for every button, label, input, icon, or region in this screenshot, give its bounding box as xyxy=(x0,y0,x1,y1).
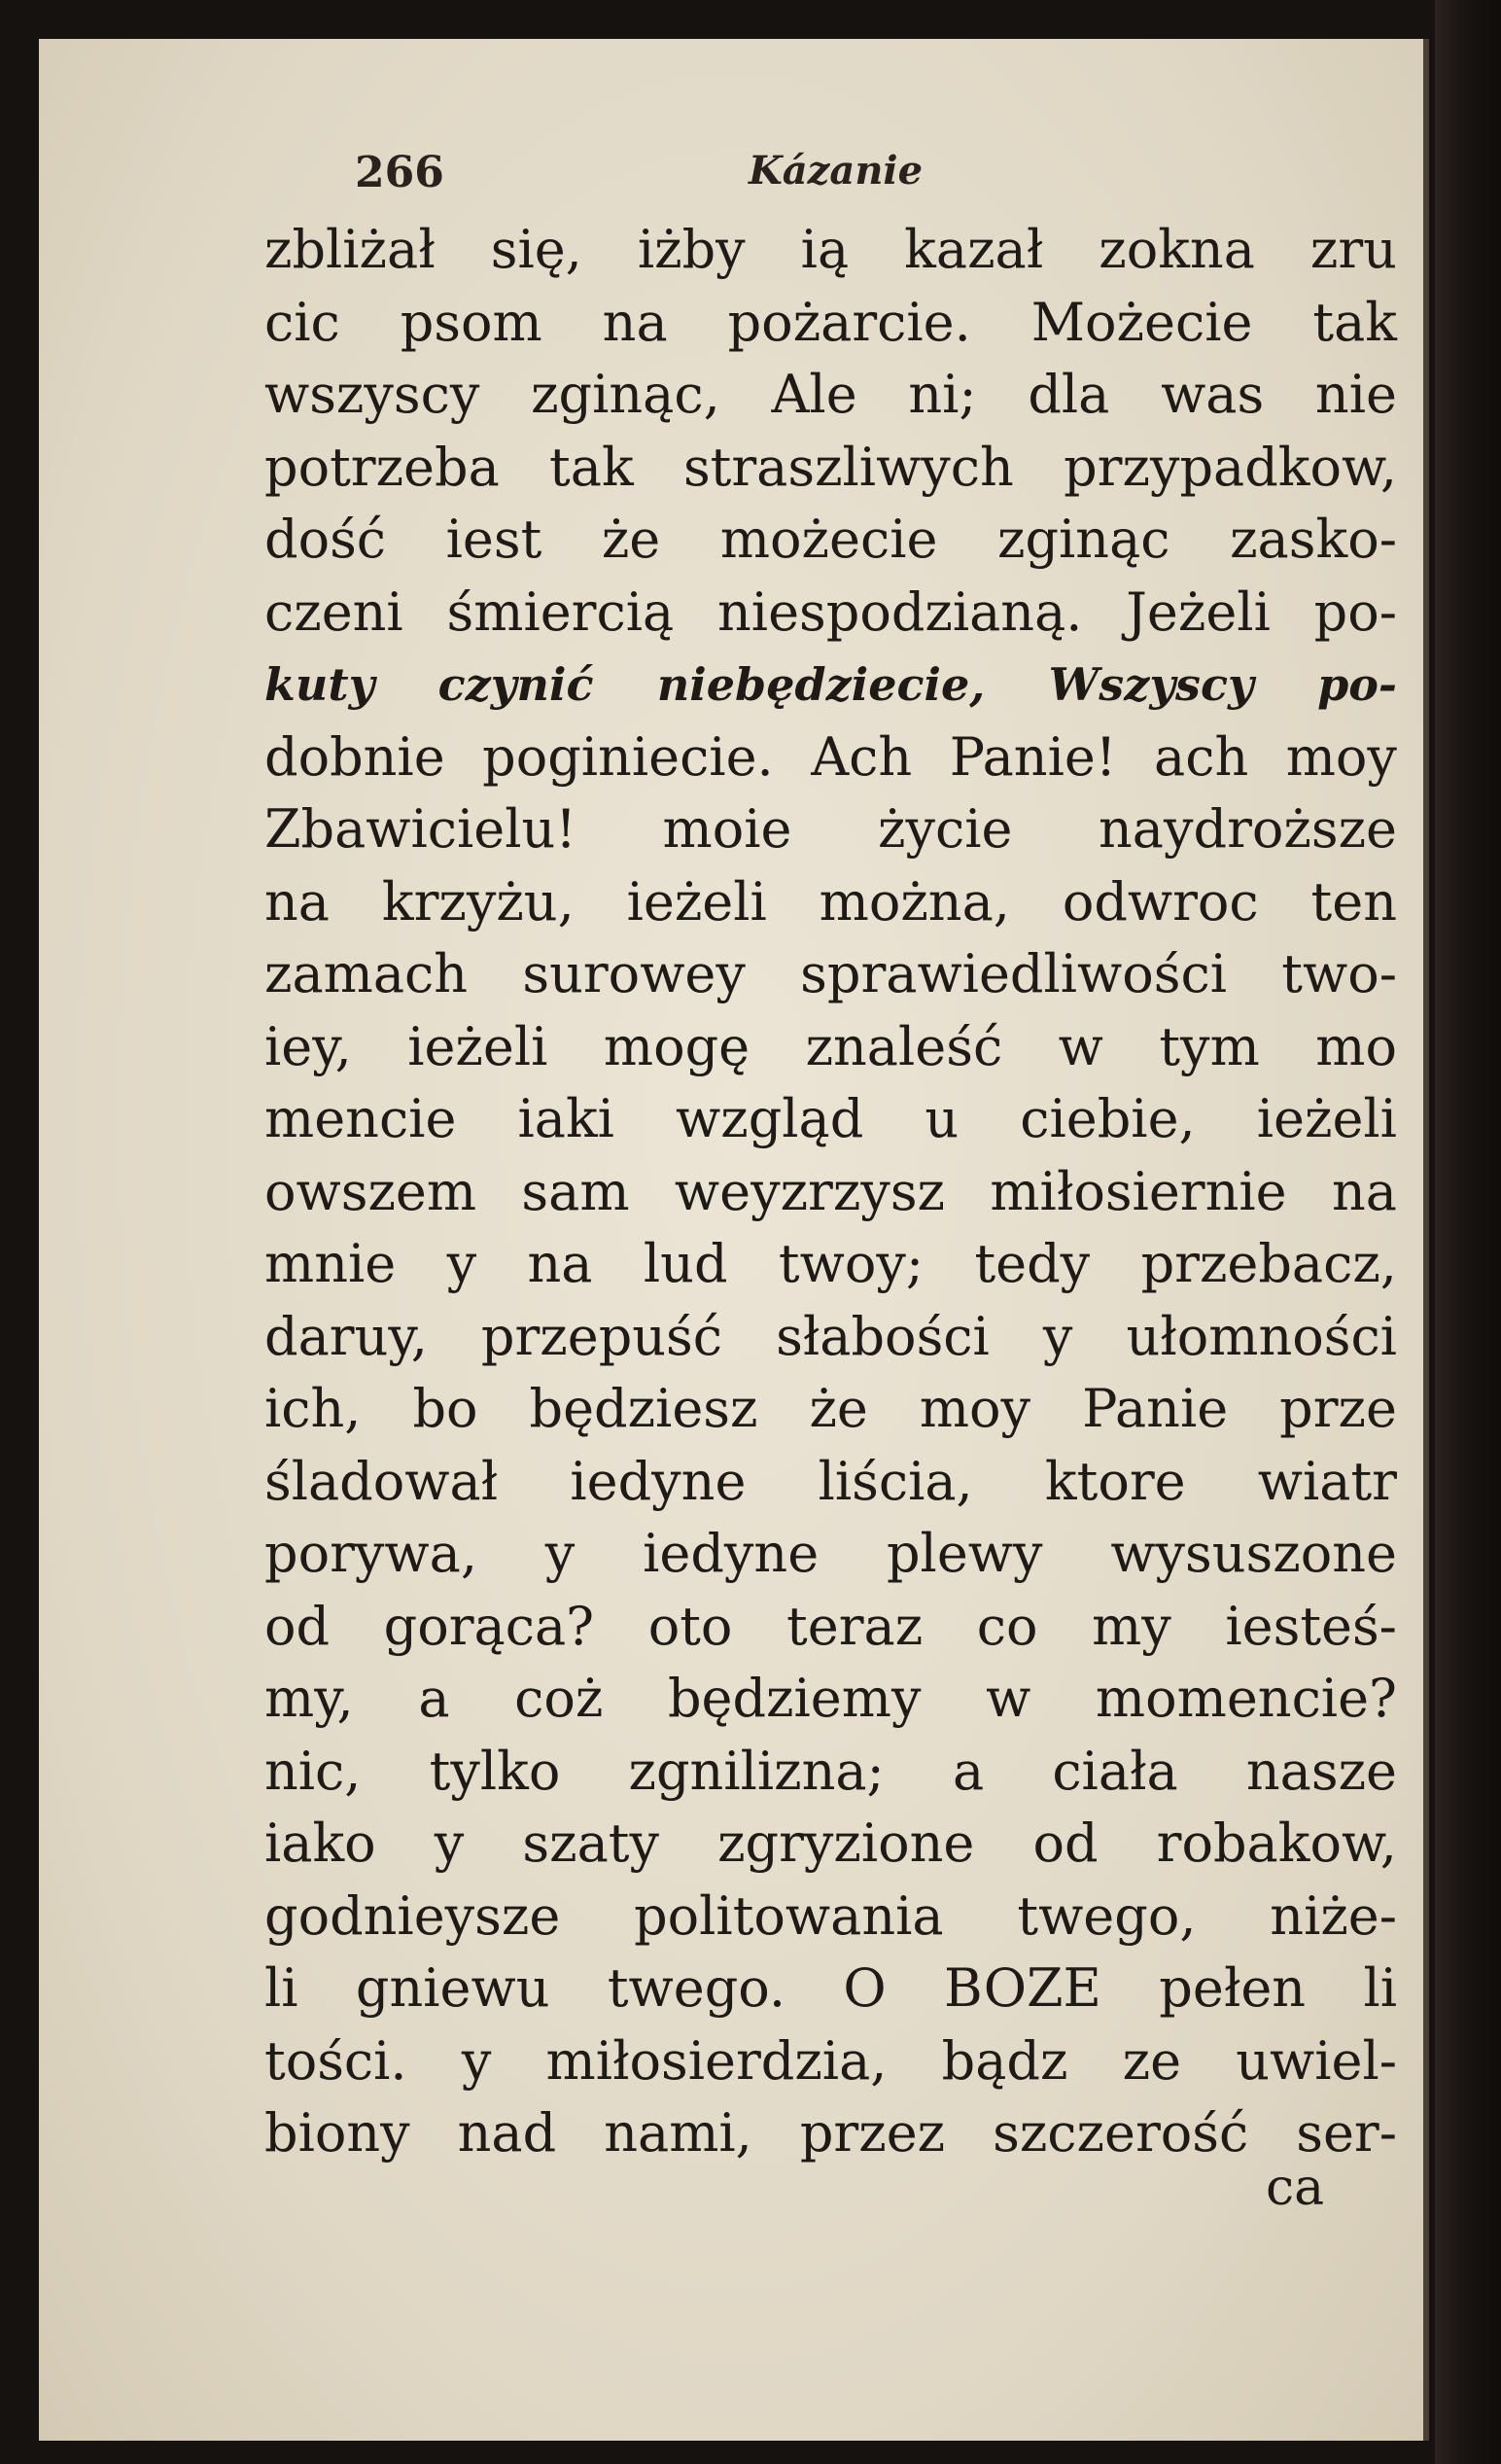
text-line xyxy=(264,1446,1397,1519)
word: przepuść xyxy=(480,1305,723,1367)
word: y xyxy=(1042,1305,1073,1367)
word: two- xyxy=(1281,943,1397,1004)
word: li xyxy=(1363,1957,1397,2019)
word: Jeżeli xyxy=(1126,581,1271,643)
word: bo xyxy=(412,1378,478,1439)
word: słabości xyxy=(776,1305,990,1367)
text-line xyxy=(264,577,1397,650)
word: prze xyxy=(1279,1378,1397,1439)
word: twego, xyxy=(1017,1884,1197,1947)
word: Panie xyxy=(1082,1378,1229,1439)
text-line xyxy=(264,1518,1397,1591)
word: zamach xyxy=(264,943,469,1004)
text-line xyxy=(264,214,1397,287)
word: ułomności xyxy=(1126,1305,1397,1367)
word: y xyxy=(446,1233,477,1294)
text-line xyxy=(264,1011,1397,1084)
word: możecie xyxy=(719,509,938,570)
word: nie xyxy=(1314,364,1397,425)
word: ach xyxy=(1154,725,1249,788)
text-line xyxy=(264,1736,1397,1809)
text-line xyxy=(264,722,1397,794)
book-page xyxy=(39,39,1429,2441)
word: odwroc xyxy=(1062,870,1259,933)
word: psom xyxy=(400,291,542,353)
word: Panie! xyxy=(949,725,1117,788)
word: przypadkow, xyxy=(1064,436,1397,498)
word: ten xyxy=(1310,870,1397,933)
word: tym xyxy=(1159,1015,1260,1077)
text-line xyxy=(264,938,1397,1011)
word: O xyxy=(843,1957,887,2019)
word: mo xyxy=(1315,1015,1397,1077)
word: tak xyxy=(549,436,634,498)
word: twego. xyxy=(607,1957,786,2019)
word: przebacz, xyxy=(1140,1233,1397,1294)
word: a xyxy=(418,1668,450,1729)
word: życie xyxy=(878,798,1013,860)
word: Zbawicielu! xyxy=(264,798,576,860)
text-line xyxy=(264,793,1397,866)
word: ieżeli xyxy=(626,870,767,933)
word: wszyscy xyxy=(264,364,480,425)
text-line xyxy=(264,287,1397,360)
word: moy xyxy=(919,1378,1031,1439)
text-line xyxy=(264,1156,1397,1229)
text-line xyxy=(264,1881,1397,1954)
word: co xyxy=(976,1595,1038,1657)
word: na xyxy=(527,1233,593,1294)
word: nad xyxy=(457,2102,557,2164)
word: zgnilizna; xyxy=(628,1740,885,1802)
text-line xyxy=(264,866,1397,939)
word: śmiercią xyxy=(446,581,675,643)
word: poginiecie. xyxy=(482,725,774,788)
word: iaki xyxy=(517,1088,614,1149)
word: wzgląd xyxy=(676,1088,864,1149)
word: iesteś- xyxy=(1225,1595,1397,1657)
word: przez xyxy=(799,2102,946,2164)
word: zasko- xyxy=(1230,509,1397,570)
word: niże- xyxy=(1270,1884,1397,1947)
text-line xyxy=(264,359,1397,432)
word: szczerość xyxy=(993,2102,1249,2164)
word: ciała xyxy=(1052,1740,1178,1802)
text-line xyxy=(264,1373,1397,1446)
word: mencie xyxy=(264,1088,457,1149)
word: a xyxy=(952,1740,985,1802)
word: zginąc, xyxy=(531,364,720,425)
word: ciebie, xyxy=(1020,1088,1196,1149)
text-line xyxy=(264,432,1397,505)
word: zokna xyxy=(1099,219,1255,280)
word: sam xyxy=(521,1160,630,1222)
word: was xyxy=(1161,364,1265,425)
text-line xyxy=(264,1591,1397,1664)
word: się, xyxy=(490,219,582,280)
word: śladował xyxy=(264,1450,499,1512)
word: po- xyxy=(1317,658,1397,711)
word: wysuszone xyxy=(1110,1523,1397,1584)
text-line xyxy=(264,1953,1397,2025)
word: gniewu xyxy=(355,1957,550,2019)
word: miłosierdzia, xyxy=(545,2029,888,2092)
word: będziesz xyxy=(529,1378,758,1439)
word: uwiel- xyxy=(1236,2029,1397,2092)
word: dla xyxy=(1028,364,1110,425)
word: na xyxy=(1331,1160,1397,1222)
text-line xyxy=(264,2097,1397,2170)
word: straszliwych xyxy=(682,436,1014,498)
word: Ach xyxy=(811,725,913,788)
word: dobnie xyxy=(264,725,445,788)
page-number: 266 xyxy=(355,148,444,197)
word: ser- xyxy=(1296,2102,1397,2164)
word: twoy; xyxy=(778,1233,925,1294)
word: kazał xyxy=(904,219,1044,280)
word: iedyne xyxy=(570,1450,747,1512)
word: bądz xyxy=(941,2029,1068,2092)
word: y xyxy=(544,1523,576,1584)
word: lud xyxy=(643,1233,728,1294)
word: oto xyxy=(647,1595,733,1657)
word: zginąc xyxy=(997,509,1170,570)
word: nami, xyxy=(604,2102,752,2164)
word: dość xyxy=(264,509,387,570)
word: Wszyscy xyxy=(1048,658,1254,711)
word: my, xyxy=(264,1668,354,1729)
word: naydroższe xyxy=(1099,798,1397,860)
text-line xyxy=(264,1228,1397,1301)
body-text xyxy=(264,214,1397,2170)
word: nic, xyxy=(264,1740,362,1802)
word: tości. xyxy=(264,2029,407,2092)
text-line xyxy=(264,1301,1397,1374)
word: coż xyxy=(514,1668,604,1729)
word: robakow, xyxy=(1156,1813,1397,1874)
word: mogę xyxy=(603,1015,750,1077)
text-line xyxy=(264,2025,1397,2098)
text-line xyxy=(264,1083,1397,1156)
word: Ale xyxy=(771,364,857,425)
text-line xyxy=(264,1663,1397,1736)
word: że xyxy=(809,1378,868,1439)
word: że xyxy=(601,509,661,570)
word: ieżeli xyxy=(407,1015,548,1077)
word: na xyxy=(264,870,330,933)
word: ich, xyxy=(264,1378,362,1439)
running-title: Kázanie xyxy=(749,148,924,194)
word: tedy xyxy=(974,1233,1091,1294)
word: znaleść xyxy=(805,1015,1003,1077)
word: moy xyxy=(1285,725,1397,788)
book-spine xyxy=(1435,0,1501,2464)
word: kuty xyxy=(264,658,375,711)
word: iako xyxy=(264,1813,376,1874)
word: sprawiedliwości xyxy=(800,943,1227,1004)
text-line xyxy=(264,1808,1397,1881)
word: zru xyxy=(1309,219,1397,280)
word: niebędziecie, xyxy=(656,658,986,711)
word: pełen xyxy=(1159,1957,1307,2019)
word: ze xyxy=(1122,2029,1182,2092)
word: gorąca? xyxy=(383,1595,595,1657)
word: y xyxy=(461,2029,492,2092)
word: tylko xyxy=(429,1740,561,1802)
catchword: ca xyxy=(1266,2159,1325,2217)
word: surowey xyxy=(522,943,746,1004)
word: w xyxy=(1058,1015,1103,1077)
word: y xyxy=(434,1813,465,1874)
word: szaty xyxy=(522,1813,659,1874)
word: od xyxy=(1032,1813,1099,1874)
word: Możecie xyxy=(1030,291,1253,353)
word: iest xyxy=(445,509,542,570)
word: pożarcie. xyxy=(727,291,971,353)
word: ktore xyxy=(1044,1450,1186,1512)
word: plewy xyxy=(886,1523,1043,1584)
word: wiatr xyxy=(1257,1450,1397,1512)
word: cic xyxy=(264,291,340,353)
word: u xyxy=(925,1088,960,1149)
word: owszem xyxy=(264,1160,477,1222)
word: czeni xyxy=(264,581,403,643)
word: miłosiernie xyxy=(990,1160,1287,1222)
word: czynić xyxy=(437,658,594,711)
word: iey, xyxy=(264,1015,352,1077)
word: BOZE xyxy=(944,1957,1101,2019)
page-header xyxy=(39,148,1423,216)
word: my xyxy=(1092,1595,1171,1657)
word: potrzeba xyxy=(264,436,500,498)
word: nasze xyxy=(1245,1740,1397,1802)
word: moie xyxy=(662,798,792,860)
word: li xyxy=(264,1957,298,2019)
word: po- xyxy=(1313,581,1397,643)
word: daruy, xyxy=(264,1305,428,1367)
word: tak xyxy=(1312,291,1397,353)
word: zbliżał xyxy=(264,219,436,280)
word: mnie xyxy=(264,1233,397,1294)
text-line xyxy=(264,649,1397,722)
word: niespodzianą. xyxy=(717,581,1083,643)
word: będziemy xyxy=(667,1668,922,1729)
word: zgryzione xyxy=(717,1813,975,1874)
word: momencie? xyxy=(1095,1668,1397,1729)
word: na xyxy=(602,291,668,353)
word: liścia, xyxy=(818,1450,973,1512)
word: politowania xyxy=(634,1884,944,1947)
word: od xyxy=(264,1595,331,1657)
word: iedyne xyxy=(643,1523,820,1584)
word: godnieysze xyxy=(264,1884,561,1947)
word: porywa, xyxy=(264,1523,477,1584)
word: ni; xyxy=(908,364,977,425)
word: weyzrzysz xyxy=(674,1160,945,1222)
word: można, xyxy=(819,870,1010,933)
word: biony xyxy=(264,2102,410,2164)
text-line xyxy=(264,504,1397,577)
word: iżby xyxy=(637,219,746,280)
word: ią xyxy=(800,219,850,280)
word: w xyxy=(986,1668,1031,1729)
word: krzyżu, xyxy=(381,870,575,933)
word: teraz xyxy=(786,1595,924,1657)
word: ieżeli xyxy=(1256,1088,1397,1149)
